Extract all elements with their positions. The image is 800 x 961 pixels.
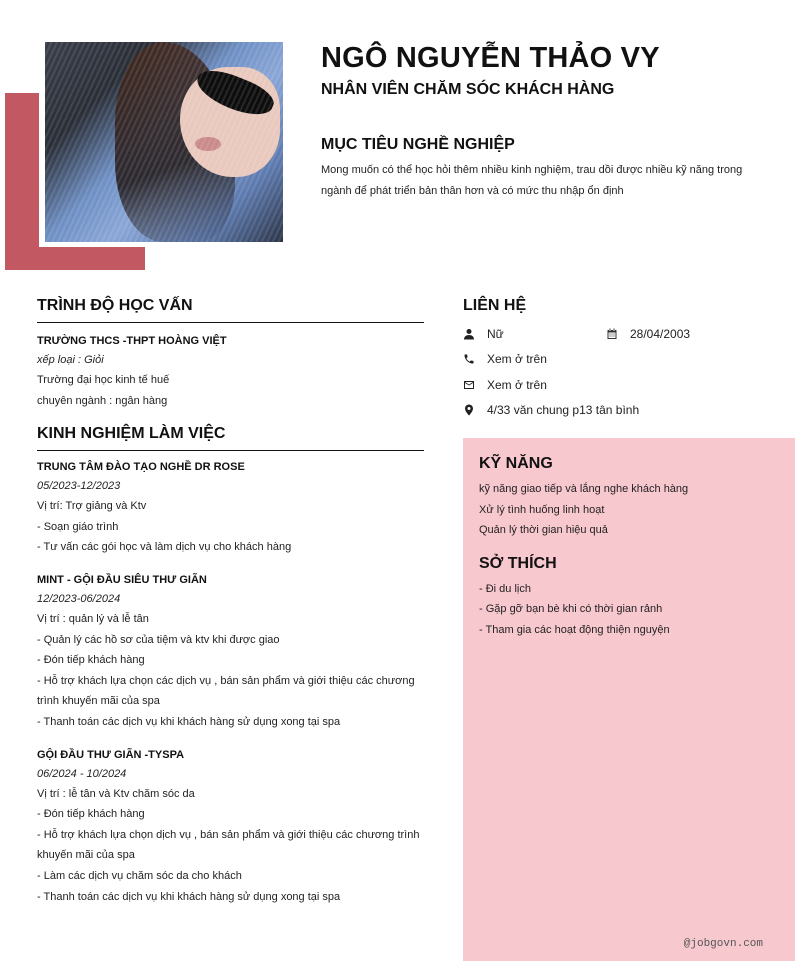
job-detail: - Hỗ trợ khách lựa chọn dịch vụ , bán sản phẩm và giới thiệu các chương trình khuyến mãi của spa bbox=[37, 828, 420, 862]
job-detail: - Đón tiếp khách hàng bbox=[37, 808, 145, 821]
job-title: NHÂN VIÊN CHĂM SÓC KHÁCH HÀNG bbox=[321, 81, 615, 98]
contact-section bbox=[463, 297, 795, 423]
decorative-accent-bar-horizontal bbox=[5, 247, 145, 270]
school-grade: xếp loại : Giỏi bbox=[37, 354, 104, 366]
job-entry bbox=[37, 457, 424, 558]
candidate-name: NGÔ NGUYỄN THẢO VY bbox=[321, 42, 660, 74]
mail-icon bbox=[463, 378, 487, 392]
job-detail: - Quản lý các hồ sơ của tiệm và ktv khi được giao bbox=[37, 633, 280, 646]
skill-item: Quản lý thời gian hiệu quả bbox=[479, 524, 608, 537]
job-company: MINT - GỘI ĐẦU SIÊU THƯ GIÃN bbox=[37, 573, 207, 586]
job-detail: Vị trí: Trợ giảng và Ktv bbox=[37, 500, 147, 513]
objective-heading: MỤC TIÊU NGHỀ NGHIỆP bbox=[321, 136, 515, 153]
job-entry bbox=[37, 745, 424, 908]
contact-row-phone bbox=[463, 347, 795, 373]
contact-row-gender-dob bbox=[463, 321, 795, 347]
job-detail: Vị trí : quản lý và lễ tân bbox=[37, 612, 149, 625]
job-detail: - Hỗ trợ khách lựa chọn các dịch vụ , bán sản phẩm và giới thiệu các chương trình khuyến mãi của spa bbox=[37, 674, 415, 708]
education-line: chuyên ngành : ngân hàng bbox=[37, 394, 168, 407]
hobby-item: - Gặp gỡ bạn bè khi có thời gian rảnh bbox=[479, 603, 663, 616]
job-detail: - Thanh toán các dịch vụ khi khách hàng sử dụng xong tại spa bbox=[37, 715, 341, 728]
hobby-item: - Tham gia các hoạt động thiện nguyện bbox=[479, 623, 670, 636]
job-entry bbox=[37, 570, 424, 733]
dob-value: 28/04/2003 bbox=[630, 326, 691, 341]
job-detail: - Làm các dịch vụ chăm sóc da cho khách bbox=[37, 869, 242, 882]
email-value: Xem ở trên bbox=[487, 377, 547, 392]
objective-text: Mong muốn có thể học hỏi thêm nhiều kinh nghiệm, trau dồi được nhiều kỹ năng trong ngành để phát triển bản thân hơn và có mức thu nhập ổn định bbox=[321, 164, 743, 197]
school-name: TRƯỜNG THCS -THPT HOÀNG VIỆT bbox=[37, 335, 227, 347]
contact-row-email bbox=[463, 372, 795, 398]
job-period: 05/2023-12/2023 bbox=[37, 480, 121, 493]
skills-hobbies-panel bbox=[463, 438, 795, 961]
decorative-accent-bar-vertical bbox=[5, 93, 39, 270]
education-line: Trường đại học kinh tế huế bbox=[37, 374, 170, 386]
person-icon bbox=[463, 327, 487, 341]
education-heading: TRÌNH ĐỘ HỌC VẤN bbox=[37, 297, 424, 323]
job-period: 06/2024 - 10/2024 bbox=[37, 767, 127, 780]
profile-photo bbox=[45, 42, 283, 242]
phone-value: Xem ở trên bbox=[487, 352, 547, 367]
contact-row-address bbox=[463, 398, 795, 424]
job-detail: - Thanh toán các dịch vụ khi khách hàng sử dụng xong tại spa bbox=[37, 890, 341, 903]
address-value: 4/33 văn chung p13 tân bình bbox=[487, 403, 640, 418]
hobbies-heading: SỞ THÍCH bbox=[479, 554, 557, 572]
job-detail: Vị trí : lễ tân và Ktv chăm sóc da bbox=[37, 787, 195, 800]
job-detail: - Tư vấn các gói học và làm dịch vụ cho khách hàng bbox=[37, 541, 292, 554]
gender-value: Nữ bbox=[487, 326, 504, 341]
job-detail: - Đón tiếp khách hàng bbox=[37, 654, 145, 667]
calendar-icon bbox=[606, 328, 630, 340]
job-company: TRUNG TÂM ĐÀO TẠO NGHỀ DR ROSE bbox=[37, 461, 245, 474]
hobby-item: - Đi du lịch bbox=[479, 582, 531, 595]
job-detail: - Soạn giáo trình bbox=[37, 520, 119, 533]
job-period: 12/2023-06/2024 bbox=[37, 592, 121, 605]
skill-item: Xử lý tình huống linh hoạt bbox=[479, 503, 605, 516]
left-column bbox=[37, 297, 424, 907]
watermark: @jobgovn.com bbox=[683, 938, 763, 950]
skills-heading: KỸ NĂNG bbox=[479, 455, 553, 472]
skill-item: kỹ năng giao tiếp và lắng nghe khách hàng bbox=[479, 483, 689, 495]
location-pin-icon bbox=[463, 403, 487, 417]
phone-icon bbox=[463, 352, 487, 366]
experience-heading: KINH NGHIỆM LÀM VIỆC bbox=[37, 425, 424, 451]
education-entry bbox=[37, 331, 424, 411]
job-company: GỘI ĐẦU THƯ GIÃN -TYSPA bbox=[37, 748, 185, 761]
contact-heading: LIÊN HỆ bbox=[463, 297, 527, 314]
